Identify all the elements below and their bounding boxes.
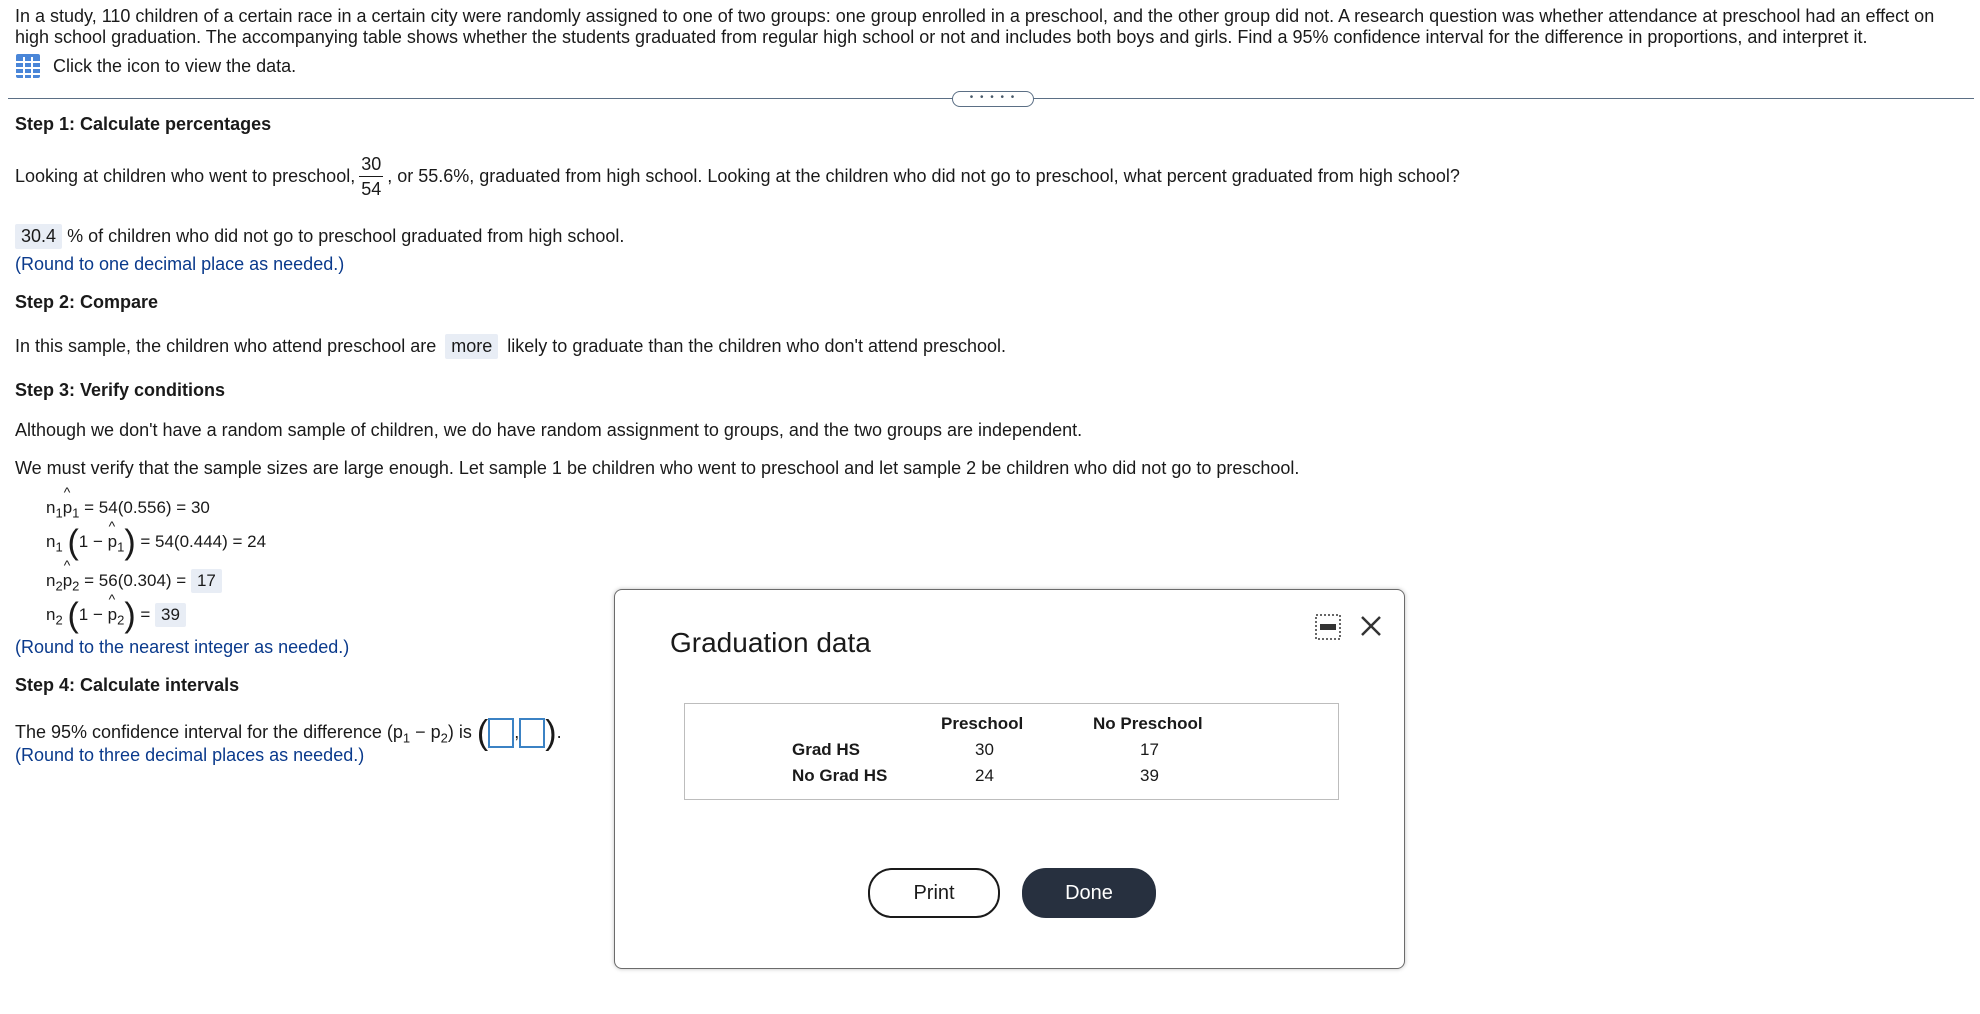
equation-n1-1-p1: $n_1$ (1 − ^ $p_1) = 54(0.444) = 24$	[46, 532, 266, 554]
step1-text-before: Looking at children who went to preschool,	[15, 166, 356, 186]
equation-n1p1: $n_1\^{}$ $p_1 = 54(0.556) = 30$	[46, 498, 210, 520]
cell-grad-preschool: 30	[975, 740, 994, 759]
step4-sentence: The 95% confidence interval for the difference $(p_1 - p_2)$ is ( , ).	[15, 714, 562, 752]
fraction-denominator: 54	[361, 179, 382, 199]
column-header-preschool: Preschool	[941, 714, 1024, 733]
row-label-no-grad-hs: No Grad HS	[792, 766, 888, 785]
step4-text-mid: − p	[410, 721, 441, 742]
divider-drag-handle[interactable]: • • • • •	[952, 91, 1034, 107]
graduation-data-dialog	[614, 589, 1405, 969]
step3-para2: We must verify that the sample sizes are large enough. Let sample 1 be children who went to preschool and let sample 2 be children who did not go to preschool.	[15, 458, 1300, 478]
cell-nograd-preschool: 24	[975, 766, 994, 785]
fraction-numerator: 30	[361, 154, 382, 174]
data-link-text: Click the icon to view the data.	[53, 55, 297, 76]
cell-grad-no-preschool: 17	[1140, 740, 1159, 759]
step1-answer-box[interactable]: 30.4	[15, 224, 62, 249]
question-intro: In a study, 110 children of a certain race in a certain city were randomly assigned to one of two groups: one group enrolled in a preschool, and the other group did not. A research question was whether attendance at preschool had an effect on high school graduation. The accompanying table shows whether the students graduated from regular high school or not and includes both boys and girls. Find a 95% confidence interval for the difference in proportions, and interpret it.	[15, 6, 1935, 47]
close-icon[interactable]	[1357, 612, 1385, 640]
step2-answer-box[interactable]: more	[445, 334, 498, 359]
eq4-rhs: =	[140, 605, 151, 624]
step1-hint: (Round to one decimal place as needed.)	[15, 254, 345, 274]
cell-nograd-no-preschool: 39	[1140, 766, 1159, 785]
step1-heading: Step 1: Calculate percentages	[15, 114, 272, 134]
step3-hint: (Round to the nearest integer as needed.)	[15, 637, 350, 657]
table-grid-icon[interactable]	[15, 53, 41, 79]
row-label-grad-hs: Grad HS	[792, 740, 861, 759]
data-link-row[interactable]	[15, 53, 296, 79]
ci-lower-input[interactable]	[488, 718, 514, 748]
step4-heading: Step 4: Calculate intervals	[15, 675, 240, 695]
eq3-answer-box[interactable]: 17	[191, 569, 222, 593]
step2-sentence	[15, 334, 1006, 359]
step4-text-end: ) is	[447, 721, 472, 742]
step2-text-before: In this sample, the children who attend preschool are	[15, 336, 437, 356]
step4-text: The 95% confidence interval for the difference (p	[15, 721, 403, 742]
step4-hint: (Round to three decimal places as needed.)	[15, 745, 365, 765]
eq1-rhs: = 54(0.556) = 30	[84, 498, 210, 517]
dialog-title: Graduation data	[670, 627, 871, 658]
step1-answer-line	[15, 224, 624, 249]
fraction	[359, 154, 383, 199]
done-button[interactable]: Done	[1022, 868, 1156, 918]
eq4-answer-box[interactable]: 39	[155, 603, 186, 627]
column-header-no-preschool: No Preschool	[1093, 714, 1203, 733]
eq2-rhs: = 54(0.444) = 24	[140, 532, 267, 551]
eq3-rhs: = 56(0.304) =	[84, 571, 187, 590]
step3-heading: Step 3: Verify conditions	[15, 380, 226, 400]
step2-text-after: likely to graduate than the children who don't attend preschool.	[507, 336, 1007, 356]
minimize-icon[interactable]	[1315, 614, 1341, 640]
equation-n2-1-p2: $n_2$ (1 − ^ $p_2) = 39$	[46, 603, 186, 627]
graduation-data-table	[684, 703, 1339, 800]
step1-answer-suffix: % of children who did not go to preschool graduated from high school.	[67, 226, 625, 246]
equation-n2p2: $n_2\^{}$ $p_2 = 56(0.304) = 17$	[46, 569, 222, 593]
step1-question	[15, 154, 1460, 199]
step3-para1: Although we don't have a random sample of children, we do have random assignment to groups, and the two groups are independent.	[15, 420, 1083, 440]
ci-upper-input[interactable]	[519, 718, 545, 748]
step2-heading: Step 2: Compare	[15, 292, 159, 312]
step1-text-after: , or 55.6%, graduated from high school. Looking at the children who did not go to preschool, what percent graduated from high school?	[387, 166, 1460, 186]
print-button[interactable]: Print	[868, 868, 1000, 918]
